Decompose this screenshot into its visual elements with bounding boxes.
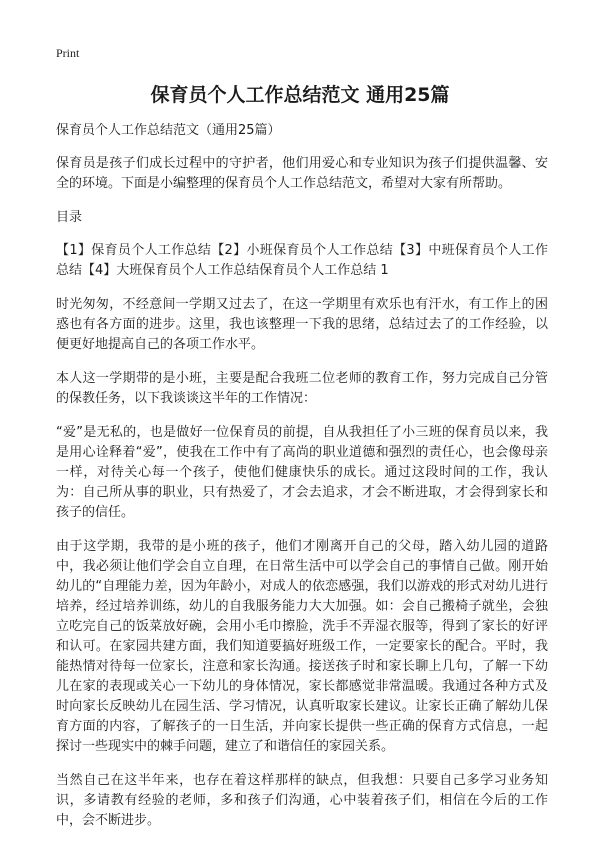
document-subtitle: 保育员个人工作总结范文（通用25篇）	[56, 123, 281, 138]
body-paragraph-1: 时光匆匆，不经意间一学期又过去了，在这一学期里有欢乐也有汗水，有工作上的困惑也有各方面的进步。这里，我也该整理一下我的思绪，总结过去了的工作经验，以便更好地提高自己的各项工作水平。	[56, 297, 548, 352]
document-title: 保育员个人工作总结范文 通用25篇	[150, 84, 450, 106]
toc-heading: 目录	[56, 210, 83, 225]
document-body	[56, 121, 548, 845]
table-of-contents: 【1】保育员个人工作总结【2】小班保育员个人工作总结【3】中班保育员个人工作总结【4】大班保育员个人工作总结保育员个人工作总结 1	[56, 243, 548, 278]
body-paragraph-2: 本人这一学期带的是小班，主要是配合我班二位老师的教育工作，努力完成自己分管的保教任务，以下我谈谈这半年的工作情况：	[56, 371, 548, 406]
print-link[interactable]: Print	[56, 46, 80, 60]
intro-paragraph: 保育员是孩子们成长过程中的守护者，他们用爱心和专业知识为孩子们提供温馨、安全的环境。下面是小编整理的保育员个人工作总结范文，希望对大家有所帮助。	[56, 156, 548, 191]
body-paragraph-5: 当然自己在这半年来，也存在着这样那样的缺点，但我想：只要自己多学习业务知识，多请教有经验的老师，多和孩子们沟通，心中装着孩子们，相信在今后的工作中，会不断进步。	[56, 773, 548, 828]
body-paragraph-3: “爱”是无私的，也是做好一位保育员的前提，自从我担任了小三班的保育员以来，我是用心诠释着“爱”，使我在工作中有了高尚的职业道德和强烈的责任心，也会像母亲一样，对待关心每一个孩子，使他们健康快乐的成长。通过这段时间的工作，我认为：自己所从事的职业，只有热爱了，才会去追求，才会不断进取，才会得到家长和孩子的信任。	[56, 425, 548, 520]
body-paragraph-4: 由于这学期，我带的是小班的孩子，他们才刚离开自己的父母，踏入幼儿园的道路中，我必须让他们学会自立自理，在日常生活中可以学会自己的事情自己做。刚开始幼儿的“自理能力差，因为年龄小，对成人的依恋感强，我们以游戏的形式对幼儿进行培养，经过培养训练，幼儿的自我服务能力大大加强。如：会自己搬椅子就坐，会独立吃完自己的饭菜放好碗，会用小毛巾擦脸，洗手不弄湿衣服等，得到了家长的好评和认可。在家园共建方面，我们知道要搞好班级工作，一定要家长的配合。平时，我能热情对待每一位家长，注意和家长沟通。接送孩子时和家长聊上几句，了解一下幼儿在家的表现或关心一下幼儿的身体情况，家长都感觉非常温暖。我通过各种方式及时向家长反映幼儿在园生活、学习情况，认真听取家长建议。让家长正确了解幼儿保育方面的内容，了解孩子的一日生活，并向家长提供一些正确的保育方式信息，一起探讨一些现实中的棘手问题，建立了和谐信任的家园关系。	[56, 539, 548, 754]
